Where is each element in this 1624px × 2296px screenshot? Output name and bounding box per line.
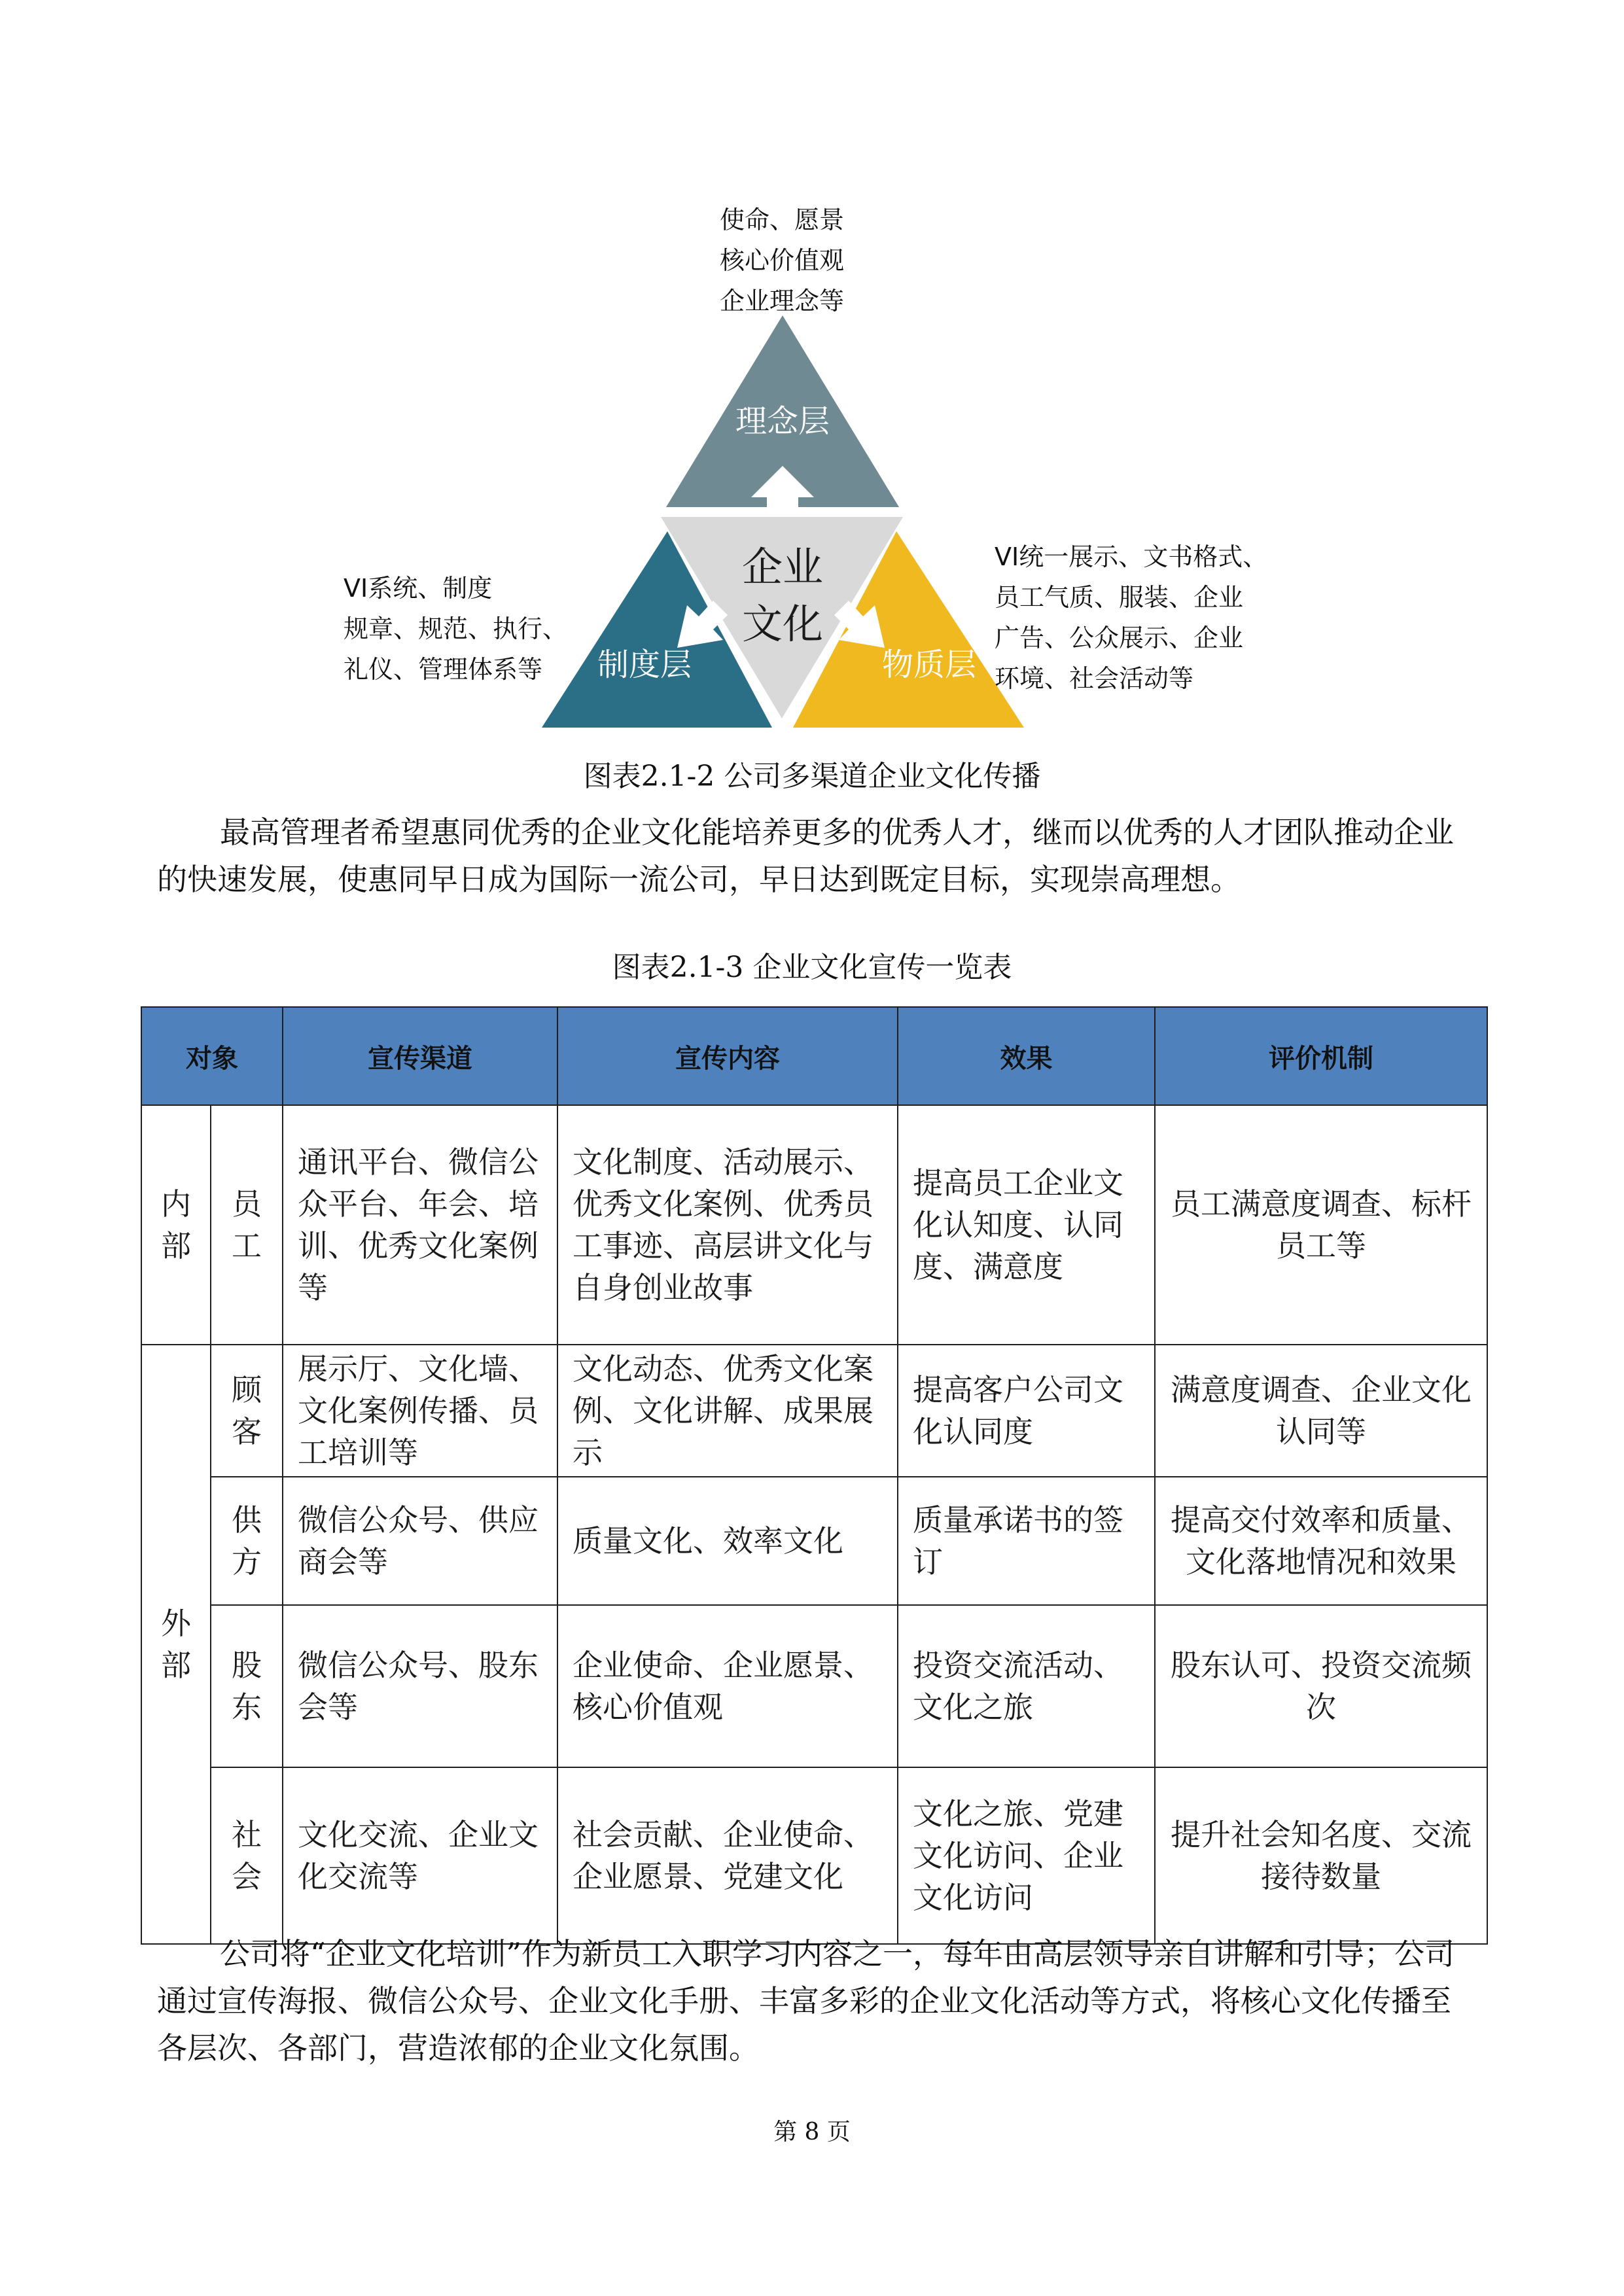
content-cell: 质量文化、效率文化 — [557, 1477, 898, 1605]
material-layer-label: 物质层 — [881, 646, 977, 683]
content-cell: 企业使命、企业愿景、核心价值观 — [557, 1605, 898, 1767]
channel-cell: 展示厅、文化墙、文化案例传播、员工培训等 — [283, 1345, 557, 1477]
culture-triangle-diagram — [0, 0, 1624, 752]
subject-cell — [211, 1105, 283, 1345]
table-row — [141, 1477, 1487, 1605]
subject-cell — [211, 1477, 283, 1605]
subject-cell — [211, 1345, 283, 1477]
channel-cell: 通讯平台、微信公众平台、年会、培训、优秀文化案例等 — [283, 1105, 557, 1345]
content-cell: 文化制度、活动展示、优秀文化案例、优秀员工事迹、高层讲文化与自身创业故事 — [557, 1105, 898, 1345]
table-row — [141, 1605, 1487, 1767]
subject-label: 股东 — [232, 1648, 262, 1725]
evaluation-cell: 员工满意度调查、标杆员工等 — [1155, 1105, 1487, 1345]
subject-label: 顾客 — [232, 1372, 262, 1449]
description-line: 规章、规范、执行、 — [344, 614, 568, 643]
header-cell: 对象 — [141, 1007, 283, 1105]
subject-cell — [211, 1767, 283, 1944]
subject-label: 社会 — [232, 1817, 262, 1894]
header-cell: 宣传内容 — [557, 1007, 898, 1105]
subject-cell — [211, 1605, 283, 1767]
description-line: 企业理念等 — [720, 287, 845, 315]
content-cell: 文化动态、优秀文化案例、文化讲解、成果展示 — [557, 1345, 898, 1477]
page-number: 第 8 页 — [773, 2119, 851, 2146]
description-line: 员工气质、服装、企业 — [995, 583, 1244, 612]
subject-label: 员工 — [232, 1186, 262, 1263]
description-line: 礼仪、管理体系等 — [344, 655, 543, 684]
description-line: 广告、公众展示、企业 — [995, 624, 1244, 652]
evaluation-cell: 提升社会知名度、交流接待数量 — [1155, 1767, 1487, 1944]
table-caption: 图表2.1-3 企业文化宣传一览表 — [612, 951, 1012, 984]
figure-caption: 图表2.1-2 公司多渠道企业文化传播 — [583, 760, 1041, 793]
header-cell: 效果 — [898, 1007, 1155, 1105]
evaluation-cell: 提高交付效率和质量、文化落地情况和效果 — [1155, 1477, 1487, 1605]
effect-cell: 提高客户公司文化认同度 — [898, 1345, 1155, 1477]
content-cell: 社会贡献、企业使命、企业愿景、党建文化 — [557, 1767, 898, 1944]
body-paragraph: 公司将“企业文化培训”作为新员工入职学习内容之一，每年由高层领导亲自讲解和引导；公司通过宣传海报、微信公众号、企业文化手册、丰富多彩的企业文化活动等方式，将核心文化传播至各层次、各部门，营造浓郁的企业文化氛围。 — [157, 1936, 1455, 2066]
table-row — [141, 1105, 1487, 1345]
system-layer-label: 制度层 — [597, 646, 692, 683]
evaluation-cell: 满意度调查、企业文化认同等 — [1155, 1345, 1487, 1477]
header-cell: 宣传渠道 — [283, 1007, 557, 1105]
description-line: 环境、社会活动等 — [995, 664, 1194, 693]
effect-cell: 质量承诺书的签订 — [898, 1477, 1155, 1605]
group-label: 内部 — [161, 1186, 191, 1263]
core-label-line-1: 企业 — [741, 543, 824, 591]
effect-cell: 投资交流活动、文化之旅 — [898, 1605, 1155, 1767]
table-row — [141, 1767, 1487, 1944]
body-paragraph: 最高管理者希望惠同优秀的企业文化能培养更多的优秀人才，继而以优秀的人才团队推动企业的快速发展，使惠同早日成为国际一流公司，早日达到既定目标，实现崇高理想。 — [157, 815, 1454, 897]
description-line: VI系统、制度 — [344, 574, 493, 603]
evaluation-cell: 股东认可、投资交流频次 — [1155, 1605, 1487, 1767]
effect-cell: 提高员工企业文化认知度、认同度、满意度 — [898, 1105, 1155, 1345]
system-layer-description — [344, 568, 567, 690]
description-line: 核心价值观 — [720, 246, 845, 275]
table-row — [141, 1345, 1487, 1477]
group-cell — [141, 1345, 211, 1944]
table-header-row — [141, 1007, 1487, 1105]
culture-promotion-table — [141, 1006, 1488, 1945]
material-layer-description — [995, 537, 1267, 699]
group-label: 外部 — [161, 1606, 191, 1683]
description-line: 使命、愿景 — [720, 205, 845, 234]
subject-label: 供方 — [232, 1502, 262, 1580]
core-label-line-2: 文化 — [741, 600, 824, 648]
effect-cell: 文化之旅、党建文化访问、企业文化访问 — [898, 1767, 1155, 1944]
channel-cell: 微信公众号、供应商会等 — [283, 1477, 557, 1605]
description-line: VI统一展示、文书格式、 — [995, 542, 1268, 571]
channel-cell: 微信公众号、股东会等 — [283, 1605, 557, 1767]
concept-layer-description — [720, 200, 844, 321]
group-cell — [141, 1105, 211, 1345]
channel-cell: 文化交流、企业文化交流等 — [283, 1767, 557, 1944]
concept-layer-label: 理念层 — [735, 403, 830, 440]
header-cell: 评价机制 — [1155, 1007, 1487, 1105]
